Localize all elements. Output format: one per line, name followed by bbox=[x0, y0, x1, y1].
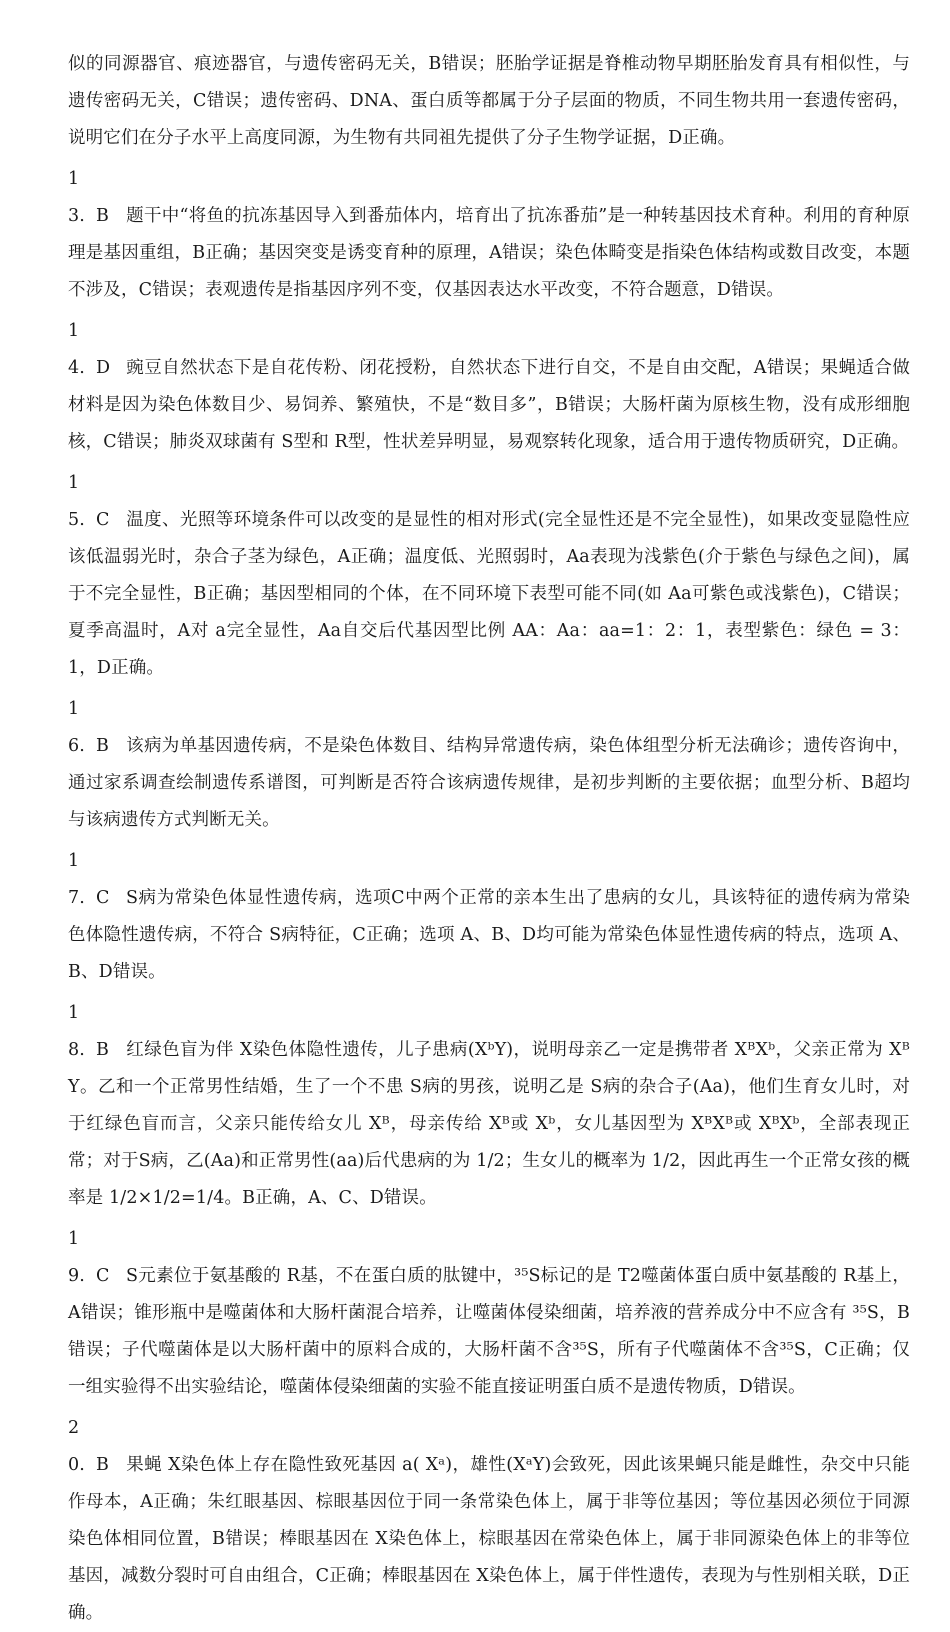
answer-paragraph-continued bbox=[68, 46, 910, 157]
answer-text: 温度、光照等环境条件可以改变的是显性的相对形式(完全显性还是不完全显性)，如果改变显隐性应该低温弱光时，杂合子茎为绿色，A正确；温度低、光照弱时，Aa表现为浅紫色(介于紫色与绿色之间)，属于不完全显性，B正确；基因型相同的个体，在不同环境下表型可能不同(如 Aa可紫色或浅紫色)，C错误；夏季高温时，A对 a完全显性，Aa自交后代基因型比例 AA：Aa：aa=1：2：1，表型紫色：绿色 = 3：1，D正确。 bbox=[68, 510, 910, 678]
answer-paragraph-14 bbox=[68, 313, 910, 461]
answer-choice: B bbox=[96, 736, 110, 756]
answer-paragraph-20 bbox=[68, 1410, 910, 1632]
answer-text: S病为常染色体显性遗传病，选项C中两个正常的亲本生出了患病的女儿，具该特征的遗传病为常染色体隐性遗传病，不符合 S病特征，C正确；选项 A、B、D均可能为常染色体显性遗传病的特点，选项 A、B、D错误。 bbox=[68, 888, 910, 982]
question-number: 16. bbox=[68, 699, 85, 756]
answer-paragraph-13 bbox=[68, 161, 910, 309]
answer-text: 似的同源器官、痕迹器官，与遗传密码无关，B错误；胚胎学证据是脊椎动物早期胚胎发育具有相似性，与遗传密码无关，C错误；遗传密码、DNA、蛋白质等都属于分子层面的物质，不同生物共用一套遗传密码，说明它们在分子水平上高度同源，为生物有共同祖先提供了分子生物学证据，D正确。 bbox=[68, 54, 910, 148]
question-number: 13. bbox=[68, 169, 85, 226]
question-number: 17. bbox=[68, 851, 85, 908]
question-number: 19. bbox=[68, 1229, 85, 1286]
answer-choice: C bbox=[96, 510, 110, 530]
answer-choice: C bbox=[96, 1266, 110, 1286]
answer-paragraph-16 bbox=[68, 691, 910, 839]
answer-choice: B bbox=[96, 206, 110, 226]
question-number: 15. bbox=[68, 473, 85, 530]
answer-choice: B bbox=[96, 1455, 110, 1475]
question-number: 14. bbox=[68, 321, 85, 378]
answer-text: 果蝇 X染色体上存在隐性致死基因 a( Xᵃ)，雄性(XᵃY)会致死，因此该果蝇只能是雌性，杂交中只能作母本，A正确；朱红眼基因、棕眼基因位于同一条常染色体上，属于非等位基因；等位基因必须位于同源染色体相同位置，B错误；棒眼基因在 X染色体上，棕眼基因在常染色体上，属于非同源染色体上的非等位基因，减数分裂时可自由组合，C正确；棒眼基因在 X染色体上，属于伴性遗传，表现为与性别相关联，D正确。 bbox=[68, 1455, 910, 1623]
answer-paragraph-18 bbox=[68, 995, 910, 1217]
question-number: 18. bbox=[68, 1003, 85, 1060]
answer-paragraph-19 bbox=[68, 1221, 910, 1406]
answer-choice: D bbox=[96, 358, 111, 378]
answer-text: 题干中“将鱼的抗冻基因导入到番茄体内，培育出了抗冻番茄”是一种转基因技术育种。利用的育种原理是基因重组，B正确；基因突变是诱变育种的原理，A错误；染色体畸变是指染色体结构或数目改变，本题不涉及，C错误；表观遗传是指基因序列不变，仅基因表达水平改变，不符合题意，D错误。 bbox=[68, 206, 910, 300]
answer-paragraph-15 bbox=[68, 465, 910, 687]
answer-paragraph-17 bbox=[68, 843, 910, 991]
answer-text: S元素位于氨基酸的 R基，不在蛋白质的肽键中，³⁵S标记的是 T2噬菌体蛋白质中氨基酸的 R基上，A错误；锥形瓶中是噬菌体和大肠杆菌混合培养，让噬菌体侵染细菌，培养液的营养成分中不应含有 ³⁵S，B错误；子代噬菌体是以大肠杆菌中的原料合成的，大肠杆菌不含³⁵S，所有子代噬菌体不含³⁵S，C正确；仅一组实验得不出实验结论，噬菌体侵染细菌的实验不能直接证明蛋白质不是遗传物质，D错误。 bbox=[68, 1266, 910, 1397]
answer-text: 红绿色盲为伴 X染色体隐性遗传，儿子患病(XᵇY)，说明母亲乙一定是携带者 XᴮXᵇ，父亲正常为 XᴮY。乙和一个正常男性结婚，生了一个不患 S病的男孩，说明乙是 S病的杂合子(Aa)，他们生育女儿时，对于红绿色盲而言，父亲只能传给女儿 Xᴮ，母亲传给 Xᴮ或 Xᵇ，女儿基因型为 XᴮXᴮ或 XᴮXᵇ，全部表现正常；对于S病，乙(Aa)和正常男性(aa)后代患病的为 1/2；生女儿的概率为 1/2，因此再生一个正常女孩的概率是 1/2×1/2=1/4。B正确，A、C、D错误。 bbox=[68, 1040, 910, 1208]
answer-choice: B bbox=[96, 1040, 110, 1060]
question-number: 20. bbox=[68, 1418, 85, 1475]
answer-text: 豌豆自然状态下是自花传粉、闭花授粉，自然状态下进行自交，不是自由交配，A错误；果蝇适合做材料是因为染色体数目少、易饲养、繁殖快，不是“数目多”，B错误；大肠杆菌为原核生物，没有成形细胞核，C错误；肺炎双球菌有 S型和 R型，性状差异明显，易观察转化现象，适合用于遗传物质研究，D正确。 bbox=[68, 358, 911, 452]
answer-choice: C bbox=[96, 888, 110, 908]
answer-text: 该病为单基因遗传病，不是染色体数目、结构异常遗传病，染色体组型分析无法确诊；遗传咨询中，通过家系调查绘制遗传系谱图，可判断是否符合该病遗传规律，是初步判断的主要依据；血型分析、B超均与该病遗传方式判断无关。 bbox=[68, 736, 911, 830]
